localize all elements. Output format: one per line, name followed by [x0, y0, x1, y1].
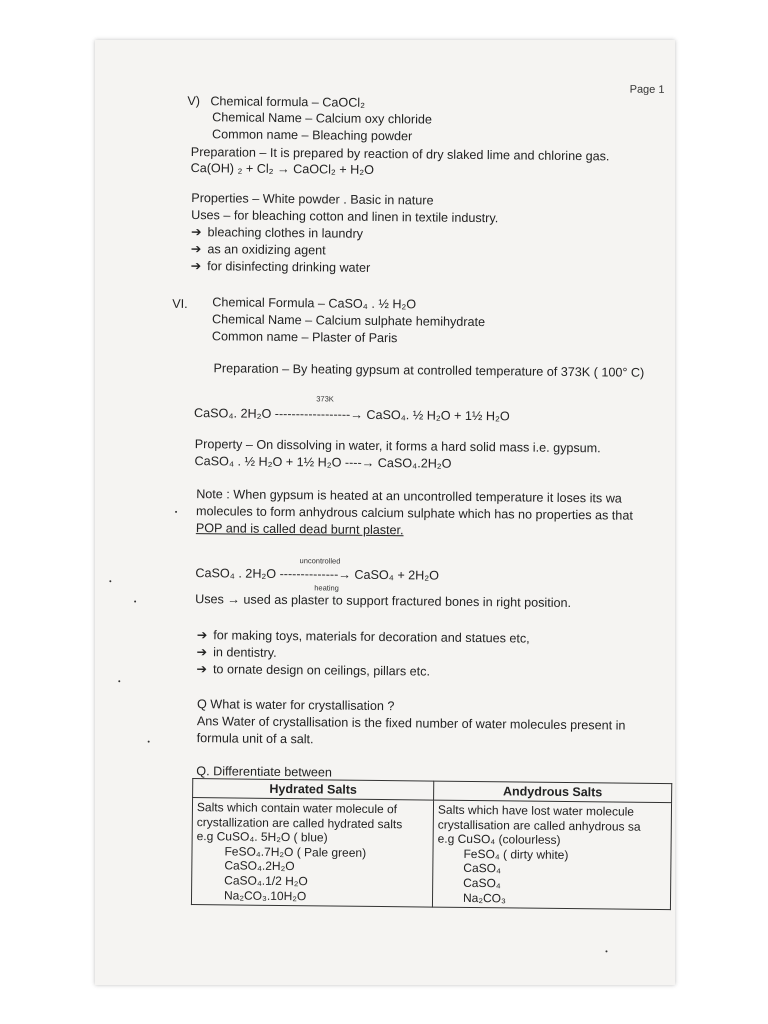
section-vi-name: Chemical Name – Calcium sulphate hemihydrate	[212, 312, 486, 330]
anhydrous-line: FeSO₄ ( dirty white)	[463, 846, 569, 862]
section-v-uses: Uses – for bleaching cotton and linen in textile industry.	[191, 208, 499, 226]
anhydrous-line: CaSO₄	[463, 861, 501, 876]
hydrated-line: Salts which contain water molecule of	[196, 800, 398, 817]
hydrated-line: Na₂CO₃.10H₂O	[223, 887, 307, 903]
hydrated-cell	[191, 798, 433, 908]
note-line-3: POP and is called dead burnt plaster.	[195, 521, 404, 538]
anhydrous-line: crystallisation are called anhydrous sa	[437, 817, 641, 834]
header-anhydrous: Andydrous Salts	[434, 781, 672, 802]
speck	[148, 741, 150, 743]
arrow-icon: ➔	[190, 259, 202, 274]
speck	[109, 580, 111, 582]
uses-bullet-1: ➔ for making toys, materials for decoration and statues etc,	[196, 628, 530, 646]
section-v-marker: V)	[187, 93, 201, 109]
arrow-icon: ➔	[196, 628, 208, 643]
question: Q What is water for crystallisation ?	[196, 697, 395, 714]
section-v-preparation: Preparation – It is prepared by reaction of dry slaked lime and chlorine gas.	[190, 145, 610, 164]
section-v-bullet-3: ➔ for disinfecting drinking water	[190, 259, 371, 275]
equation-1: CaSO₄. 2H₂O ------------------→ CaSO₄. ½ H₂O + 1½ H₂O	[194, 406, 510, 424]
anhydrous-line: e.g CuSO₄ (colourless)	[437, 831, 561, 848]
anhydrous-cell	[432, 800, 671, 910]
equation-3: CaSO₄ . 2H₂O --------------→ CaSO₄ + 2H₂O	[195, 566, 440, 583]
section-vi-formula: Chemical Formula – CaSO₄ . ½ H₂O	[212, 295, 417, 312]
hydrated-line: CaSO₄.1/2 H₂O	[224, 873, 308, 889]
section-vi-marker: VI.	[172, 296, 188, 311]
speck	[118, 680, 120, 682]
eq3-bottom-label: heating	[314, 583, 339, 593]
hydrated-line: e.g CuSO₄. 5H₂O ( blue)	[196, 829, 328, 845]
hydrated-line: FeSO₄.7H₂O ( Pale green)	[224, 844, 367, 860]
arrow-icon: ➔	[196, 645, 208, 660]
speck	[605, 950, 607, 952]
arrow-icon: ➔	[196, 662, 208, 677]
arrow-icon: ➔	[190, 225, 202, 240]
table-title: Q. Differentiate between	[196, 764, 333, 780]
notebook-page	[95, 40, 675, 985]
hydrated-line: CaSO₄.2H₂O	[224, 858, 295, 874]
equation-2: CaSO₄ . ½ H₂O + 1½ H₂O ----→ CaSO₄.2H₂O	[194, 454, 452, 471]
page-number: Page 1	[629, 83, 665, 96]
section-vi-common: Common name – Plaster of Paris	[211, 329, 398, 346]
speck	[175, 511, 177, 513]
section-vi-preparation: Preparation – By heating gypsum at controlled temperature of 373K ( 100° C)	[213, 361, 645, 380]
answer-line-2: formula unit of a salt.	[196, 731, 314, 747]
uses-line: Uses → used as plaster to support fractured bones in right position.	[195, 592, 572, 611]
condition-label: 373K	[316, 394, 334, 404]
uses-bullet-2: ➔ in dentistry.	[196, 645, 277, 660]
anhydrous-line: Salts which have lost water molecule	[437, 802, 635, 819]
section-v-properties: Properties – White powder . Basic in nature	[191, 191, 434, 208]
eq3-top-label: uncontrolled	[299, 556, 341, 566]
section-v-bullet-2: ➔ as an oxidizing agent	[190, 242, 326, 258]
answer-line-1: Ans Water of crystallisation is the fixed number of water molecules present in	[196, 714, 626, 733]
hydrated-line: crystallization are called hydrated salts	[196, 814, 403, 831]
section-vi-property: Property – On dissolving in water, it forms a hard solid mass i.e. gypsum.	[194, 437, 601, 456]
comparison-table	[191, 778, 672, 910]
section-v-formula: Chemical formula – CaOCl₂	[210, 94, 366, 110]
anhydrous-line: Na₂CO₃	[462, 890, 506, 905]
section-v-bullet-1: ➔ bleaching clothes in laundry	[190, 225, 364, 241]
anhydrous-line: CaSO₄	[463, 875, 501, 891]
page-content	[95, 40, 675, 985]
speck	[134, 600, 136, 602]
header-hydrated: Hydrated Salts	[193, 779, 434, 801]
section-v-equation: Ca(OH) ₂ + Cl₂ → CaOCl₂ + H₂O	[190, 161, 375, 177]
section-v-name: Chemical Name – Calcium oxy chloride	[212, 110, 433, 127]
section-v-common: Common name – Bleaching powder	[211, 127, 413, 144]
note-line-2: molecules to form anhydrous calcium sulphate which has no properties as that	[195, 504, 633, 523]
uses-bullet-3: ➔ to ornate design on ceilings, pillars etc.	[196, 662, 431, 679]
note-line-1: Note : When gypsum is heated at an uncontrolled temperature it loses its wa	[196, 487, 622, 506]
arrow-icon: ➔	[190, 242, 202, 257]
